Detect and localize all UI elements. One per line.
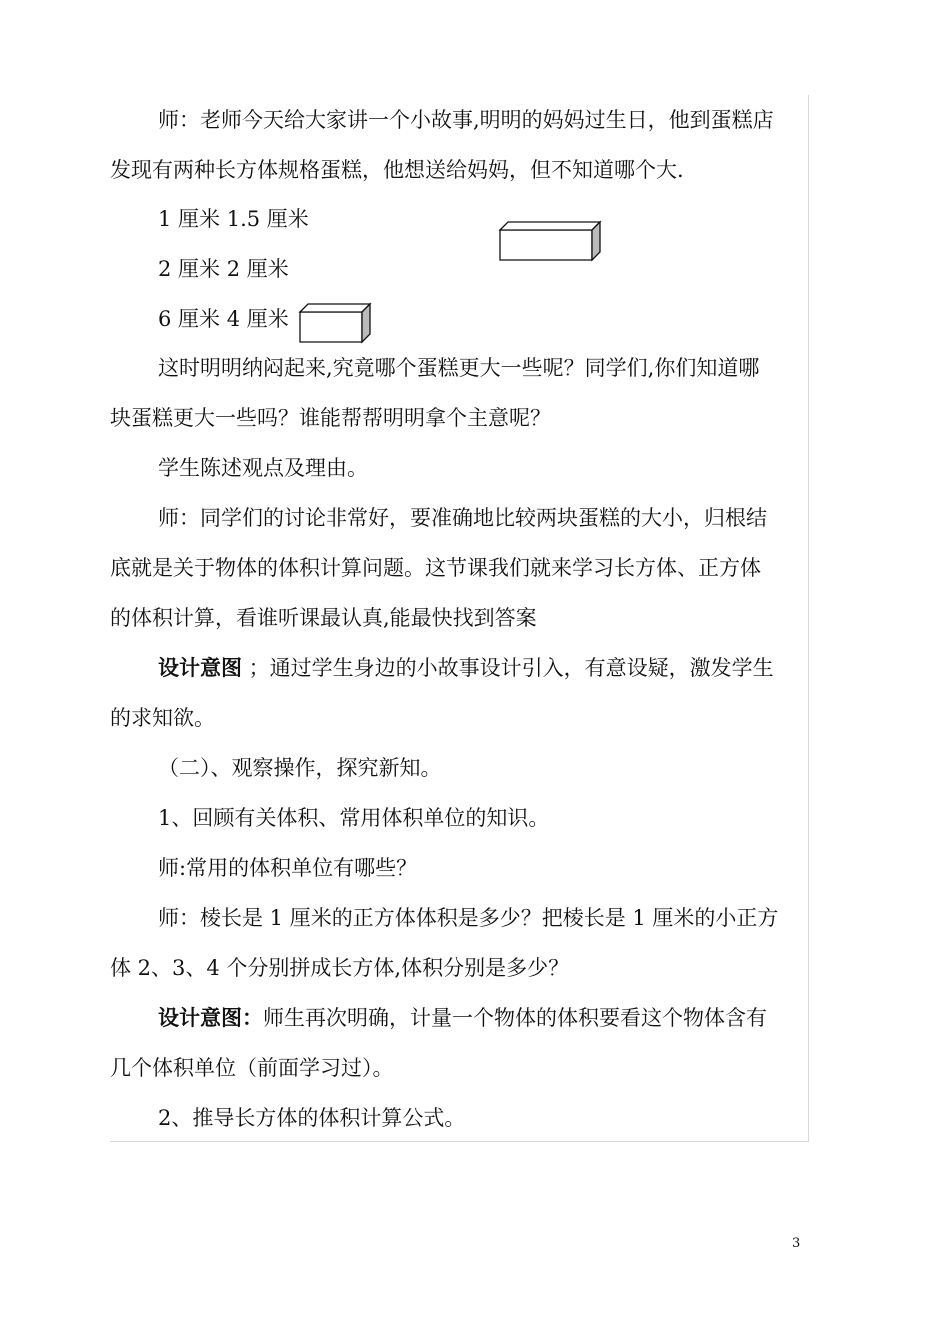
paragraph-line: 2、推导长方体的体积计算公式。	[158, 1106, 466, 1130]
design-intent-label: 设计意图：	[158, 1005, 263, 1030]
cuboid-cake-figure-long	[498, 220, 604, 262]
cake-dimension-line: 1 厘米 1.5 厘米	[158, 207, 309, 231]
paragraph-line: 师：同学们的讨论非常好，要准确地比较两块蛋糕的大小，归根结	[158, 506, 767, 530]
paragraph-line: 师:常用的体积单位有哪些？	[158, 856, 418, 880]
design-intent-line	[158, 653, 858, 683]
cake-dimension-line: 6 厘米 4 厘米	[158, 307, 289, 331]
section-heading: （二）、观察操作，探究新知。	[158, 756, 442, 780]
paragraph-line: 发现有两种长方体规格蛋糕，他想送给妈妈，但不知道哪个大.	[110, 158, 684, 182]
paragraph-line: 学生陈述观点及理由。	[158, 456, 368, 480]
design-intent-text: 师生再次明确，计量一个物体的体积要看这个物体含有	[263, 1006, 767, 1030]
design-intent-text: ；通过学生身边的小故事设计引入，有意设疑，激发学生	[242, 656, 774, 680]
paragraph-line: 师：老师今天给大家讲一个小故事,明明的妈妈过生日，他到蛋糕店	[158, 108, 774, 132]
paragraph-line: 1、回顾有关体积、常用体积单位的知识。	[158, 806, 550, 830]
paragraph-line: 体 2、3、4 个分别拼成长方体,体积分别是多少？	[110, 956, 570, 980]
page-number: 3	[792, 1236, 801, 1251]
paragraph-line: 几个体积单位（前面学习过）。	[110, 1056, 394, 1080]
design-intent-label: 设计意图	[158, 655, 242, 680]
paragraph-line: 底就是关于物体的体积计算问题。这节课我们就来学习长方体、正方体	[110, 556, 761, 580]
paragraph-line: 的体积计算，看谁听课最认真,能最快找到答案	[110, 606, 537, 630]
paragraph-line: 块蛋糕更大一些吗？谁能帮帮明明拿个主意呢？	[110, 406, 551, 430]
paragraph-line: 师：棱长是 1 厘米的正方体体积是多少？把棱长是 1 厘米的小正方	[158, 906, 779, 930]
cake-dimension-line: 2 厘米 2 厘米	[158, 257, 289, 281]
cuboid-cake-figure-short	[298, 302, 374, 344]
paragraph-line: 的求知欲。	[110, 706, 215, 730]
paragraph-line: 这时明明纳闷起来,究竟哪个蛋糕更大一些呢？同学们,你们知道哪	[158, 356, 760, 380]
design-intent-line	[158, 1003, 858, 1033]
